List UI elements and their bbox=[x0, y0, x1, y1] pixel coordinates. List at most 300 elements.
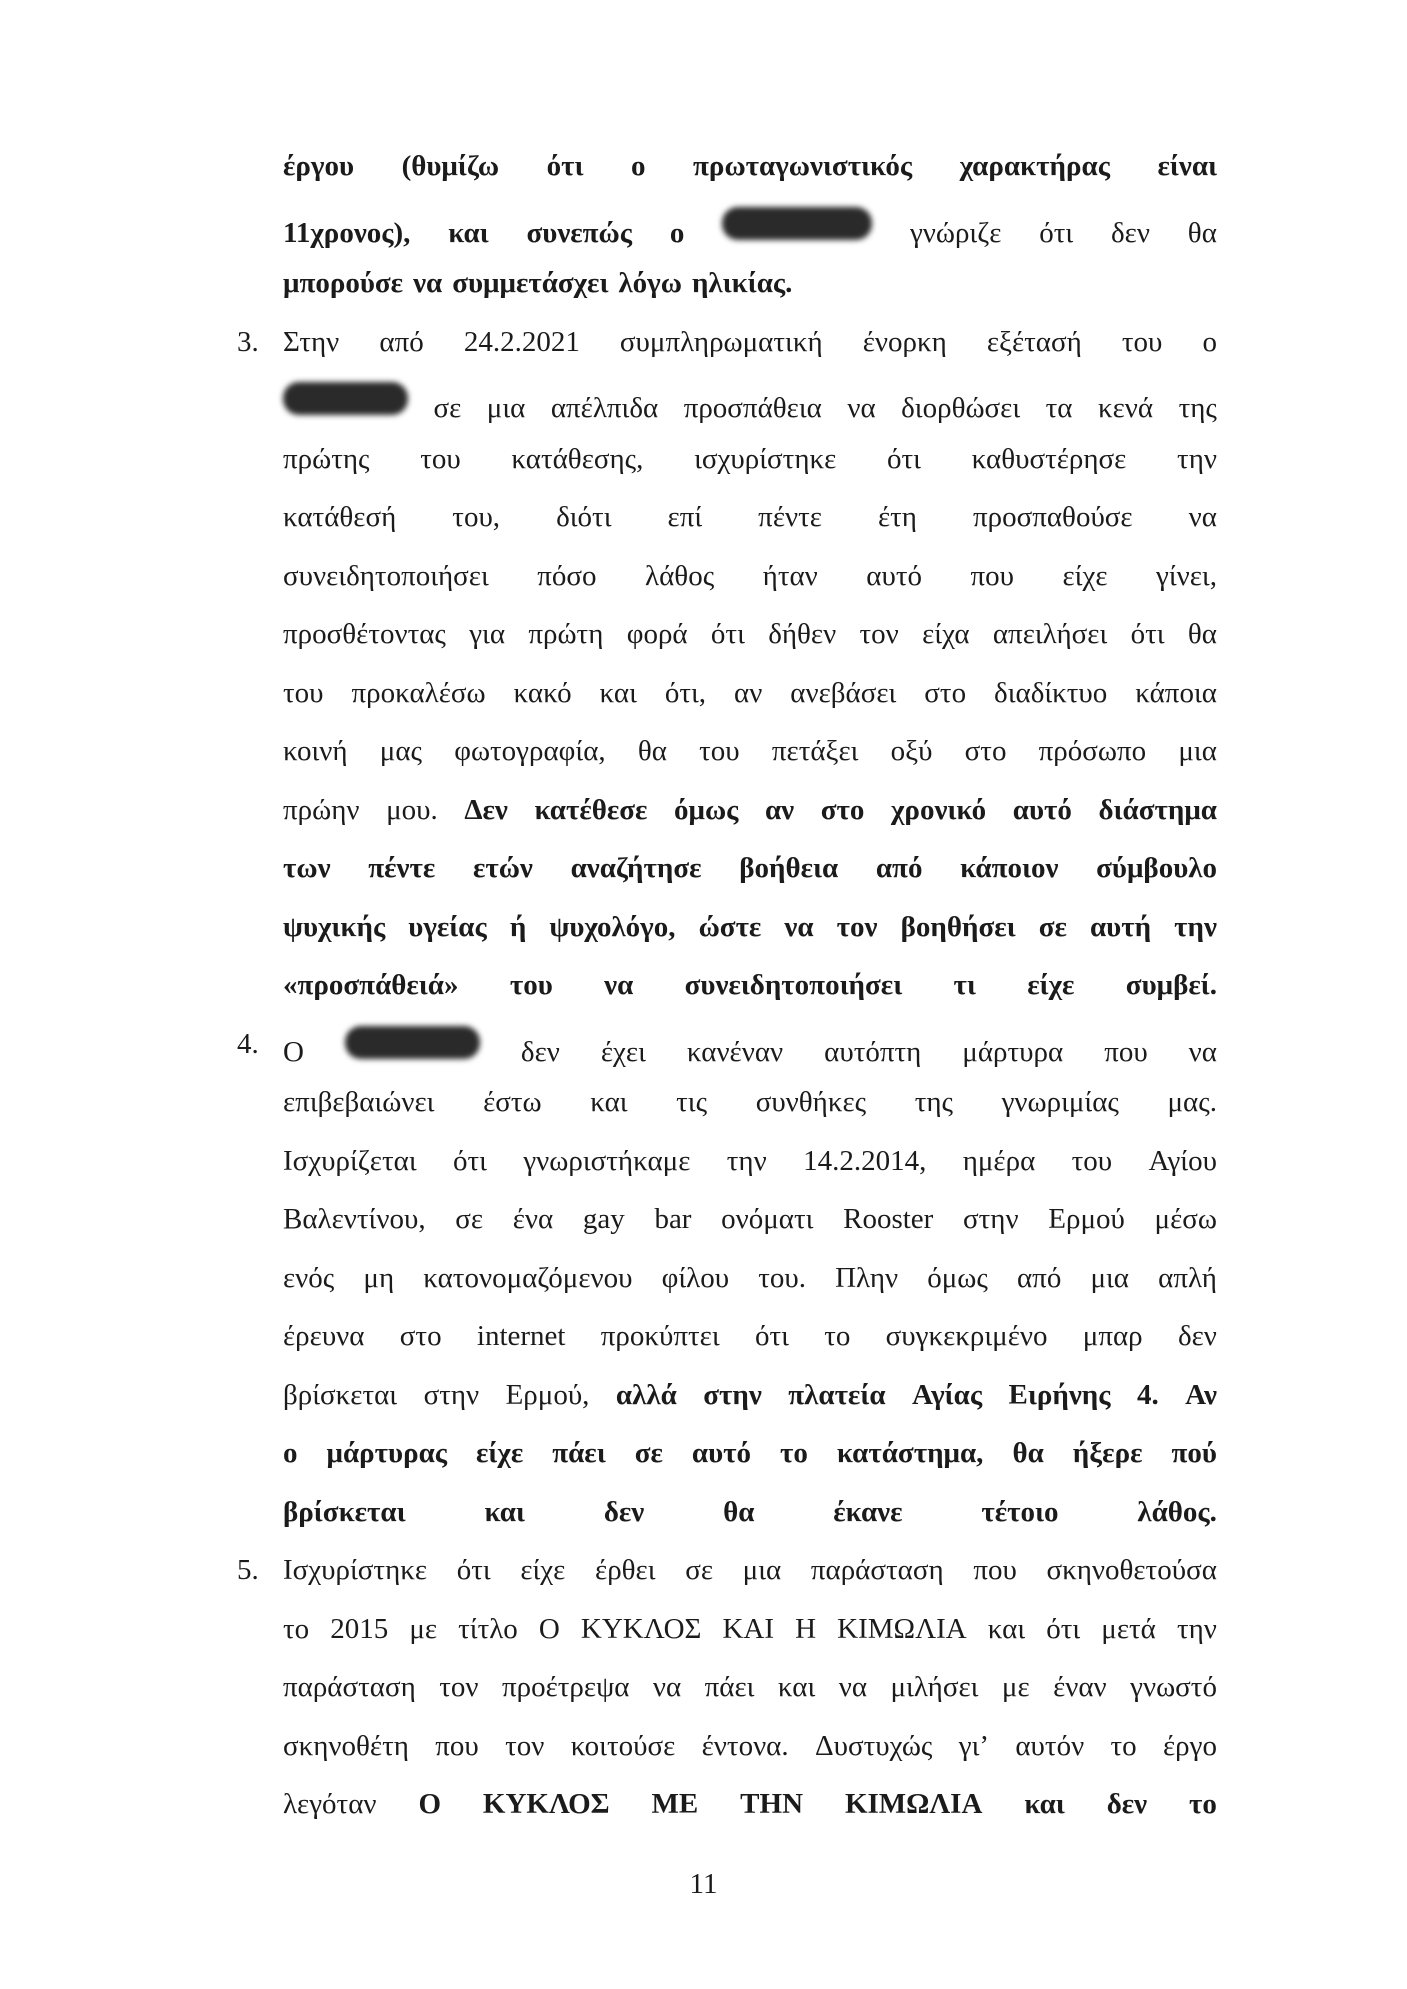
word: αυτόπτη bbox=[824, 1035, 922, 1068]
word: πετάξει bbox=[771, 735, 859, 767]
text-line bbox=[283, 501, 1217, 560]
word: οξύ bbox=[890, 735, 933, 767]
word: μπορούσε bbox=[283, 267, 404, 299]
text-line bbox=[283, 1262, 1217, 1321]
word: ένα bbox=[512, 1203, 554, 1235]
word: προσπάθεια bbox=[683, 392, 822, 424]
word: μια bbox=[1090, 1261, 1129, 1294]
word: πού bbox=[1171, 1437, 1217, 1469]
word: πρώτη bbox=[528, 618, 604, 650]
word: πρωταγωνιστικός bbox=[693, 150, 913, 182]
word: καθυστέρησε bbox=[971, 442, 1127, 475]
word: μας bbox=[379, 735, 422, 767]
word: τον bbox=[836, 910, 878, 943]
word: σε bbox=[1038, 910, 1067, 943]
word: προκαλέσω bbox=[351, 676, 486, 709]
list-number: 3. bbox=[237, 325, 259, 358]
text-line bbox=[283, 209, 1217, 268]
word: Δεν bbox=[464, 793, 508, 826]
word: Αγίας bbox=[911, 1378, 983, 1411]
word: κατονομαζόμενου bbox=[423, 1261, 633, 1294]
word: είχε bbox=[1027, 969, 1075, 1001]
word: ώστε bbox=[698, 910, 762, 943]
word: αν bbox=[765, 793, 795, 826]
word: Η bbox=[795, 1612, 817, 1645]
text-line bbox=[237, 1027, 1217, 1087]
word: κοιτούσε bbox=[570, 1729, 676, 1762]
word: και bbox=[590, 1086, 628, 1118]
text-line bbox=[283, 1730, 1217, 1789]
word: και bbox=[599, 676, 637, 709]
word: Αγίου bbox=[1148, 1144, 1217, 1177]
word: αν bbox=[734, 676, 763, 709]
word: είχε bbox=[1062, 559, 1108, 592]
word: βοήθεια bbox=[739, 852, 839, 884]
word: μη bbox=[363, 1261, 395, 1294]
word: Ισχυρίστηκε bbox=[283, 1554, 428, 1586]
word: κανέναν bbox=[686, 1035, 784, 1068]
word: πλατεία bbox=[788, 1378, 886, 1411]
word: φίλου bbox=[661, 1261, 730, 1294]
word: διάστημα bbox=[1098, 793, 1217, 826]
word: ότι, bbox=[664, 676, 707, 709]
word: φορά bbox=[626, 618, 688, 650]
word: θα bbox=[637, 735, 667, 767]
word: ισχυρίστηκε bbox=[694, 442, 837, 475]
word: πέντε bbox=[368, 852, 436, 884]
text-line bbox=[283, 150, 1217, 209]
word: έναν bbox=[1053, 1671, 1107, 1703]
word: της bbox=[914, 1086, 954, 1118]
word: απλή bbox=[1158, 1261, 1217, 1294]
text-line bbox=[283, 794, 1217, 853]
word: να bbox=[1188, 1035, 1217, 1068]
word: στο bbox=[820, 793, 865, 826]
word: διότι bbox=[556, 501, 612, 533]
word: μάρτυρα bbox=[962, 1035, 1064, 1068]
word: και bbox=[987, 1612, 1026, 1645]
word: έντονα. bbox=[701, 1729, 789, 1762]
word: θα bbox=[1187, 216, 1217, 249]
word: ψυχολόγο, bbox=[549, 910, 676, 943]
page-number: 11 bbox=[689, 1868, 718, 1900]
word: στην bbox=[703, 1378, 762, 1411]
text-line bbox=[283, 1145, 1217, 1204]
text-line bbox=[283, 1788, 1217, 1847]
word: χαρακτήρας bbox=[959, 150, 1110, 182]
word: πρώτης bbox=[283, 442, 370, 475]
word: δήθεν bbox=[768, 618, 837, 650]
word: κάποιον bbox=[960, 852, 1059, 884]
word: υγείας bbox=[408, 910, 487, 943]
word: κατάστημα, bbox=[836, 1437, 984, 1469]
word: απειλήσει bbox=[992, 618, 1108, 650]
word: του bbox=[1071, 1144, 1113, 1177]
word: είναι bbox=[1157, 150, 1217, 182]
word: την bbox=[1177, 442, 1217, 475]
word: σε bbox=[634, 1437, 663, 1469]
word: με bbox=[409, 1612, 438, 1645]
word: αυτό bbox=[691, 1437, 752, 1469]
paragraph bbox=[237, 1027, 1217, 1555]
word: της bbox=[1178, 392, 1217, 424]
text-line bbox=[283, 852, 1217, 911]
word: ενός bbox=[283, 1261, 335, 1294]
word: συμβεί. bbox=[1125, 969, 1217, 1001]
redacted-name bbox=[283, 382, 408, 415]
word: έτη bbox=[877, 501, 917, 533]
word: τον bbox=[859, 618, 899, 650]
word: Ειρήνης bbox=[1008, 1378, 1111, 1411]
text-line bbox=[283, 1437, 1217, 1496]
word: Ερμού bbox=[1048, 1203, 1125, 1235]
word: σκηνοθέτη bbox=[283, 1729, 409, 1762]
word: να bbox=[838, 1671, 868, 1703]
word: ήταν bbox=[762, 559, 818, 592]
text-line bbox=[283, 735, 1217, 794]
word: και bbox=[448, 216, 489, 249]
word: δεν bbox=[1106, 1788, 1148, 1820]
word: όμως bbox=[674, 793, 739, 826]
word: βρίσκεται bbox=[283, 1495, 406, 1528]
word: Αν bbox=[1185, 1378, 1217, 1411]
word: συνθήκες bbox=[755, 1086, 867, 1118]
word: δεν bbox=[1111, 216, 1150, 249]
word: Ο bbox=[283, 1035, 304, 1068]
word: που bbox=[435, 1729, 479, 1762]
word: με bbox=[1001, 1671, 1030, 1703]
text-line bbox=[283, 1671, 1217, 1730]
word: ο bbox=[283, 1437, 298, 1469]
word: 11χρονος), bbox=[283, 216, 411, 249]
word: την bbox=[1174, 910, 1217, 943]
word: Ερμού, bbox=[505, 1378, 590, 1411]
word: τίτλο bbox=[458, 1612, 518, 1645]
word: τον bbox=[505, 1729, 545, 1762]
word: internet bbox=[476, 1320, 566, 1352]
word: του bbox=[509, 969, 553, 1001]
word: είχα bbox=[922, 618, 970, 650]
word: ονόματι bbox=[721, 1203, 814, 1235]
word: ψυχικής bbox=[283, 910, 386, 943]
word: έκανε bbox=[833, 1495, 903, 1528]
word: «προσπάθειά» bbox=[283, 969, 459, 1001]
word: έχει bbox=[600, 1035, 646, 1068]
text-line bbox=[237, 325, 1217, 385]
word: αυτόν bbox=[1015, 1729, 1085, 1762]
word: του bbox=[420, 442, 461, 475]
word: Rooster bbox=[843, 1203, 934, 1235]
word: έρθει bbox=[595, 1554, 656, 1586]
word: ότι bbox=[546, 150, 584, 182]
text-line bbox=[283, 677, 1217, 736]
word: μας. bbox=[1167, 1086, 1217, 1118]
word: τέτοιο bbox=[981, 1495, 1059, 1528]
word: γνώριζε bbox=[909, 216, 1002, 249]
word: γι’ bbox=[958, 1729, 990, 1762]
word: τι bbox=[953, 969, 976, 1001]
word: παράσταση bbox=[283, 1671, 416, 1703]
word: ΚΙΜΩΛΙΑ bbox=[844, 1788, 983, 1820]
word: δεν bbox=[603, 1495, 645, 1528]
word: Στην bbox=[283, 325, 340, 358]
text-line bbox=[283, 443, 1217, 502]
word: αλλά bbox=[615, 1378, 677, 1411]
word: Ισχυρίζεται bbox=[283, 1144, 417, 1177]
word: από bbox=[1016, 1261, 1062, 1294]
text-line bbox=[283, 560, 1217, 619]
word: σε bbox=[455, 1203, 484, 1235]
word: γίνει, bbox=[1156, 559, 1217, 592]
word: να bbox=[1188, 501, 1217, 533]
word: ότι bbox=[1046, 1612, 1081, 1645]
word: παράσταση bbox=[810, 1554, 944, 1586]
word: μιλήσει bbox=[890, 1671, 979, 1703]
word: Πλην bbox=[835, 1261, 899, 1294]
word: όμως bbox=[927, 1261, 988, 1294]
word: πάει bbox=[552, 1437, 606, 1469]
word: ΜΕ bbox=[651, 1788, 699, 1820]
word: να bbox=[413, 267, 443, 299]
word: και bbox=[777, 1671, 816, 1703]
word: στο bbox=[399, 1320, 442, 1352]
word: συγκεκριμένο bbox=[885, 1320, 1048, 1352]
word: τις bbox=[676, 1086, 708, 1118]
word: ΚΙΜΩΛΙΑ bbox=[837, 1612, 967, 1645]
word: προσπαθούσε bbox=[972, 501, 1133, 533]
word: Ο bbox=[418, 1788, 441, 1820]
word: μια bbox=[486, 392, 526, 424]
word: 24.2.2021 bbox=[463, 325, 580, 358]
word: κενά bbox=[1097, 392, 1154, 424]
word: και bbox=[484, 1495, 525, 1528]
word: που bbox=[1104, 1035, 1148, 1068]
word: συνεπώς bbox=[526, 216, 632, 249]
word: το bbox=[780, 1437, 808, 1469]
text-line bbox=[283, 911, 1217, 970]
word: αναζήτησε bbox=[570, 852, 702, 884]
word: να bbox=[784, 910, 814, 943]
word: λεγόταν bbox=[283, 1788, 377, 1820]
word: πρώην bbox=[283, 793, 360, 826]
word: από bbox=[875, 852, 923, 884]
word: ετών bbox=[472, 852, 533, 884]
word: συμπληρωματική bbox=[619, 325, 823, 358]
word: έρευνα bbox=[283, 1320, 365, 1352]
word: του bbox=[283, 676, 324, 709]
word: κατάθεσή bbox=[283, 501, 397, 533]
word: πάει bbox=[704, 1671, 755, 1703]
word: μέσω bbox=[1154, 1203, 1217, 1235]
word: από bbox=[379, 325, 424, 358]
word: Βαλεντίνου, bbox=[283, 1203, 426, 1235]
word: κατάθεσης, bbox=[511, 442, 644, 475]
word: εξέτασή bbox=[986, 325, 1082, 358]
word: στο bbox=[924, 676, 967, 709]
word: ο bbox=[1202, 325, 1217, 358]
word: ο bbox=[631, 150, 646, 182]
word: των bbox=[283, 852, 331, 884]
word: μου. bbox=[386, 793, 438, 826]
word: θα bbox=[1012, 1437, 1044, 1469]
word: λάθος. bbox=[1137, 1495, 1217, 1528]
word: που bbox=[970, 559, 1014, 592]
word: το bbox=[1189, 1788, 1217, 1820]
word: για bbox=[469, 618, 506, 650]
word: πόσο bbox=[537, 559, 597, 592]
word: ΚΥΚΛΟΣ bbox=[482, 1788, 610, 1820]
word: ή bbox=[509, 910, 527, 943]
word: βρίσκεται bbox=[283, 1378, 398, 1411]
word: και bbox=[1024, 1788, 1065, 1820]
word: τα bbox=[1045, 392, 1073, 424]
word: γνωριμίας bbox=[1001, 1086, 1119, 1118]
word: 2015 bbox=[330, 1612, 389, 1645]
word: αυτό bbox=[866, 559, 923, 592]
word: στην bbox=[963, 1203, 1019, 1235]
word: γνωριστήκαμε bbox=[523, 1144, 691, 1177]
word: πέντε bbox=[758, 501, 822, 533]
text-line bbox=[283, 1203, 1217, 1262]
word: του bbox=[1121, 325, 1163, 358]
word: στην bbox=[423, 1378, 480, 1411]
word: είχε bbox=[476, 1437, 524, 1469]
word: σε bbox=[685, 1554, 714, 1586]
word: κοινή bbox=[283, 735, 348, 767]
paragraph bbox=[237, 1554, 1217, 1847]
word: δεν bbox=[520, 1035, 560, 1068]
word: το bbox=[824, 1320, 851, 1352]
word: (θυμίζω bbox=[401, 150, 500, 182]
redacted-name bbox=[345, 1026, 480, 1059]
word: ένορκη bbox=[862, 325, 947, 358]
word: ανεβάσει bbox=[790, 676, 897, 709]
list-number: 4. bbox=[237, 1027, 259, 1060]
word: έστω bbox=[483, 1086, 542, 1118]
word: αυτή bbox=[1089, 910, 1152, 943]
word: Δυστυχώς bbox=[814, 1729, 933, 1762]
word: έργο bbox=[1163, 1729, 1217, 1762]
word: ΚΥΚΛΟΣ bbox=[580, 1612, 702, 1645]
word: τον bbox=[439, 1671, 479, 1703]
word: φωτογραφία, bbox=[454, 735, 606, 767]
word: διαδίκτυο bbox=[994, 676, 1108, 709]
word: Ο bbox=[538, 1612, 560, 1645]
word: είχε bbox=[520, 1554, 566, 1586]
text-line bbox=[283, 267, 1217, 326]
word: προκύπτει bbox=[600, 1320, 720, 1352]
word: το bbox=[283, 1612, 310, 1645]
paragraph bbox=[237, 325, 1217, 1028]
word: bar bbox=[654, 1203, 692, 1235]
word: ότι bbox=[1039, 216, 1074, 249]
word: μάρτυρας bbox=[326, 1437, 448, 1469]
word: δεν bbox=[1177, 1320, 1217, 1352]
redacted-name bbox=[722, 207, 872, 240]
word: λάθος bbox=[645, 559, 715, 592]
word: ότι bbox=[453, 1144, 487, 1177]
word: ΚΑΙ bbox=[722, 1612, 775, 1645]
word: διορθώσει bbox=[901, 392, 1021, 424]
word: συμμετάσχει bbox=[452, 267, 609, 299]
word: κάποια bbox=[1135, 676, 1217, 709]
word: σε bbox=[433, 392, 462, 424]
word: γνωστό bbox=[1130, 1671, 1217, 1703]
paragraph bbox=[283, 150, 1217, 326]
word: την bbox=[726, 1144, 767, 1177]
word: προσθέτοντας bbox=[283, 618, 446, 650]
word: απέλπιδα bbox=[550, 392, 659, 424]
word: σκηνοθετούσα bbox=[1046, 1554, 1217, 1586]
word: ότι bbox=[754, 1320, 789, 1352]
word: ΤΗΝ bbox=[740, 1788, 804, 1820]
text-line bbox=[283, 1613, 1217, 1672]
text-line bbox=[283, 1496, 1217, 1555]
word: θα bbox=[723, 1495, 755, 1528]
word: του, bbox=[452, 501, 501, 533]
word: ημέρα bbox=[962, 1144, 1036, 1177]
word: λόγω bbox=[618, 267, 682, 299]
word: gay bbox=[582, 1203, 625, 1235]
word: ότι bbox=[1130, 618, 1165, 650]
word: ήξερε bbox=[1072, 1437, 1143, 1469]
word: μια bbox=[1178, 735, 1217, 767]
word: ηλικίας. bbox=[691, 267, 793, 299]
word: συνειδητοποιήσει bbox=[283, 559, 489, 592]
word: επί bbox=[667, 501, 703, 533]
list-number: 5. bbox=[237, 1554, 259, 1586]
text-line bbox=[237, 1554, 1217, 1613]
word: συνειδητοποιήσει bbox=[684, 969, 903, 1001]
word: του bbox=[699, 735, 740, 767]
word: ότι bbox=[886, 442, 921, 475]
word: την bbox=[1176, 1612, 1217, 1645]
word: έργου bbox=[283, 150, 355, 182]
word: μετά bbox=[1101, 1612, 1156, 1645]
word: χρονικό bbox=[891, 793, 987, 826]
word: 4. bbox=[1136, 1378, 1159, 1411]
word: μια bbox=[742, 1554, 782, 1586]
word: μπαρ bbox=[1082, 1320, 1143, 1352]
word: βοηθήσει bbox=[900, 910, 1016, 943]
word: το bbox=[1110, 1729, 1137, 1762]
word: σύμβουλο bbox=[1096, 852, 1217, 884]
word: στο bbox=[964, 735, 1007, 767]
word: που bbox=[973, 1554, 1017, 1586]
word: θα bbox=[1187, 618, 1217, 650]
word: κατέθεσε bbox=[534, 793, 648, 826]
word: ότι bbox=[456, 1554, 491, 1586]
word: να bbox=[847, 392, 876, 424]
text-line bbox=[283, 1086, 1217, 1145]
word: ο bbox=[669, 216, 685, 249]
text-line bbox=[283, 1379, 1217, 1438]
word: να bbox=[604, 969, 634, 1001]
word: 14.2.2014, bbox=[803, 1144, 927, 1177]
word: κακό bbox=[513, 676, 572, 709]
body-text bbox=[237, 150, 1217, 1847]
text-line bbox=[283, 618, 1217, 677]
text-line bbox=[283, 969, 1217, 1028]
word: πρόσωπο bbox=[1038, 735, 1147, 767]
word: να bbox=[652, 1671, 682, 1703]
text-line bbox=[283, 384, 1217, 443]
word: προέτρεψα bbox=[501, 1671, 630, 1703]
text-line bbox=[283, 1320, 1217, 1379]
word: αυτό bbox=[1012, 793, 1072, 826]
word: του. bbox=[758, 1261, 806, 1294]
word: επιβεβαιώνει bbox=[283, 1086, 435, 1118]
